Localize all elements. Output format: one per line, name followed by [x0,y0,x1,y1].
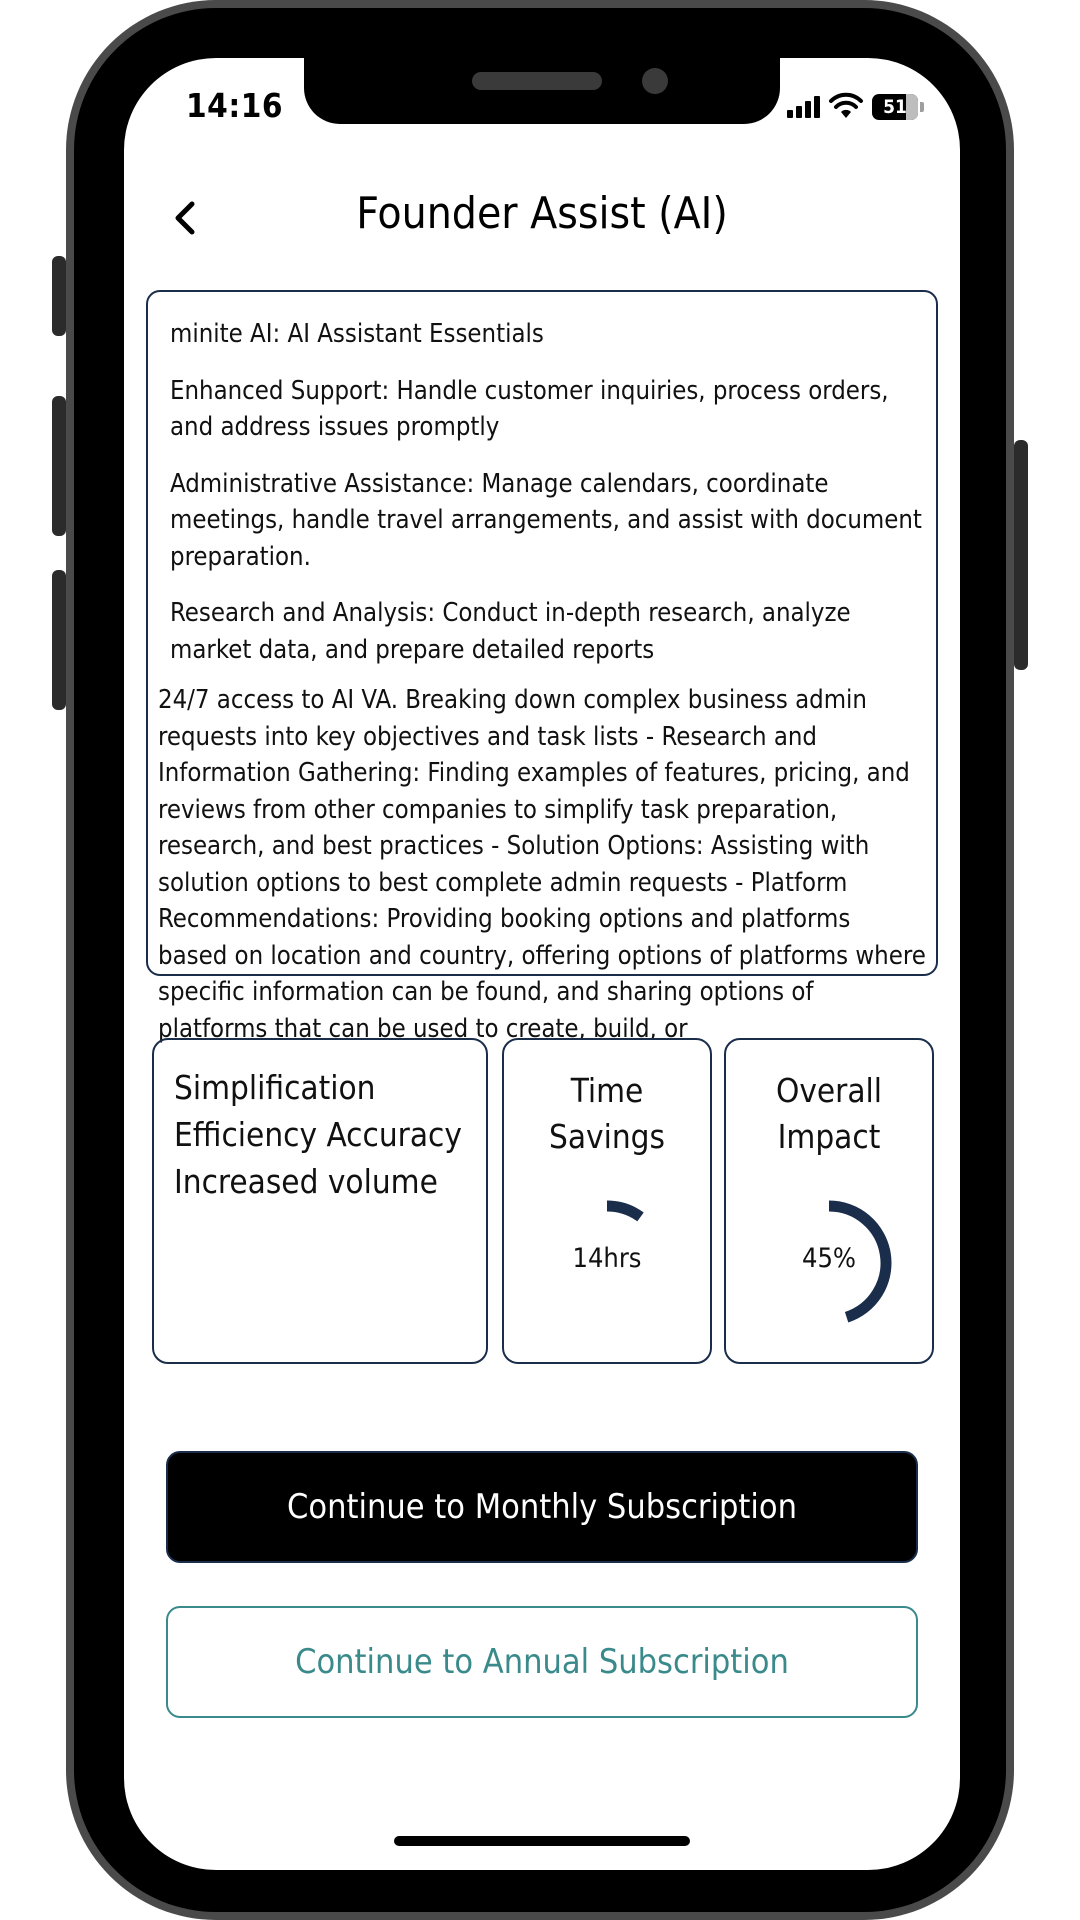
earpiece-speaker [472,72,602,90]
annual-subscription-button[interactable]: Continue to Annual Subscription [166,1606,918,1718]
app-screen [124,58,960,1870]
benefit-efficiency-accuracy: Efficiency Accuracy [174,1115,462,1154]
time-savings-title-line1: Time [570,1071,644,1110]
overall-impact-title-line1: Overall [775,1071,883,1110]
battery-icon [872,94,918,120]
side-button-mute [52,256,66,336]
benefits-card [152,1038,488,1364]
battery-nub [920,102,924,112]
description-long-text: 24/7 access to AI VA. Breaking down complex business admin requests into key objectives and task lists - Research and Information Gathering: Finding examples of features, pricing, and reviews from other companies to simplify task preparation, research, and best practices - Solution Options: Assisting with solution options to best complete admin requests - Platform Recommendations: Providing booking options and platforms based on location and country, offering options of platforms where specific information can be found, and sharing options of platforms that can be used to create, build, or [158,685,926,1044]
time-savings-title-line2: Savings [549,1117,665,1156]
overall-impact-title-line2: Impact [777,1117,881,1156]
time-savings-value: 14hrs [572,1243,642,1274]
time-savings-arc [607,1206,641,1217]
status-icons [787,94,924,120]
benefit-simplification: Simplification [174,1068,376,1107]
overall-impact-card [724,1038,934,1364]
notch [304,56,780,124]
overall-impact-value: 45% [802,1243,856,1274]
time-savings-title [504,1068,710,1160]
status-time: 14:16 [186,86,284,125]
monthly-subscription-button[interactable]: Continue to Monthly Subscription [166,1451,918,1563]
page-title: Founder Assist (AI) [356,188,728,239]
description-box[interactable] [146,290,938,1044]
description-heading: minite AI: AI Assistant Essentials [170,319,544,349]
benefit-increased-volume: Increased volume [174,1162,438,1201]
cellular-signal-icon [787,96,820,118]
front-camera [642,68,668,94]
side-button-volume-up [52,396,66,536]
description-enhanced-support: Enhanced Support: Handle customer inquiries, process orders, and address issues promptly [170,375,889,442]
home-indicator[interactable] [394,1836,690,1846]
battery-level: 51 [883,96,907,118]
overall-impact-title [726,1068,932,1160]
side-button-power [1014,440,1028,670]
time-savings-card [502,1038,712,1364]
description-administrative-assistance: Administrative Assistance: Manage calendars, coordinate meetings, handle travel arrangements, and assist with document preparation. [170,468,922,572]
side-button-volume-down [52,570,66,710]
description-research-analysis: Research and Analysis: Conduct in-depth research, analyze market data, and prepare detailed reports [170,598,851,665]
wifi-icon [830,95,862,119]
